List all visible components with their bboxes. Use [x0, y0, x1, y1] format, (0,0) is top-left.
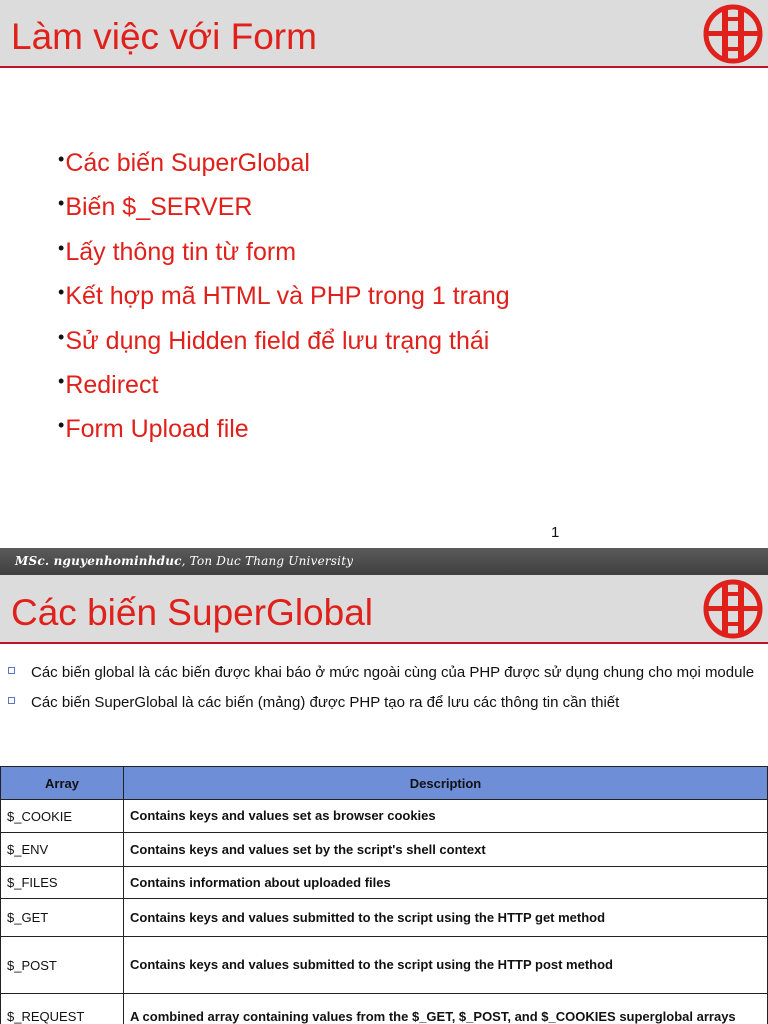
list-item: •Biến $_SERVER	[58, 193, 253, 222]
bullet-marker: •	[58, 415, 65, 436]
footer-credit	[15, 554, 353, 568]
array-cell: $_REQUEST	[1, 994, 124, 1024]
table-row	[1, 937, 768, 994]
list-item: Các biến global là các biến được khai báo ở mức ngoài cùng của PHP được sử dụng chung cho mọi module	[8, 663, 758, 683]
footer-org: , Ton Duc Thang University	[181, 554, 354, 568]
column-header-array: Array	[1, 767, 124, 800]
superglobal-table	[0, 766, 768, 1024]
list-item: Các biến SuperGlobal là các biến (mảng) được PHP tạo ra để lưu các thông tin cần thiết	[8, 693, 758, 713]
description-cell: A combined array containing values from the $_GET, $_POST, and $_COOKIES superglobal arrays	[124, 994, 768, 1024]
table-row	[1, 994, 768, 1024]
column-header-description: Description	[124, 767, 768, 800]
list-item: •Kết hợp mã HTML và PHP trong 1 trang	[58, 282, 510, 311]
topic-list	[58, 139, 510, 450]
slide-title: Các biến SuperGlobal	[11, 592, 373, 633]
array-cell: $_GET	[1, 899, 124, 937]
description-cell: Contains keys and values submitted to the script using the HTTP post method	[124, 937, 768, 994]
array-cell: $_ENV	[1, 833, 124, 867]
footer-author: MSc. nguyenhominhduc	[15, 554, 182, 568]
bullet-marker: •	[58, 282, 65, 303]
array-cell: $_COOKIE	[1, 800, 124, 833]
title-bar	[0, 0, 768, 68]
square-bullet-icon	[8, 667, 15, 674]
table-header-row	[1, 767, 768, 800]
description-cell: Contains keys and values submitted to the script using the HTTP get method	[124, 899, 768, 937]
bullet-marker: •	[58, 237, 65, 258]
bullet-marker: •	[58, 193, 65, 214]
intro-text	[8, 663, 758, 713]
slide-title: Làm việc với Form	[11, 16, 317, 57]
description-cell: Contains information about uploaded files	[124, 867, 768, 899]
table-row	[1, 899, 768, 937]
table-row	[1, 833, 768, 867]
slide-2	[0, 575, 768, 1024]
tdt-university-logo-icon	[702, 578, 764, 640]
table-row	[1, 800, 768, 833]
bullet-marker: •	[58, 371, 65, 392]
list-item: •Redirect	[58, 371, 159, 400]
list-item: •Sử dụng Hidden field để lưu trạng thái	[58, 326, 490, 355]
square-bullet-icon	[8, 697, 15, 704]
list-item: •Lấy thông tin từ form	[58, 237, 297, 266]
page-number: 1	[551, 524, 560, 541]
tdt-university-logo-icon	[702, 3, 764, 65]
slide-footer	[0, 548, 768, 575]
array-cell: $_POST	[1, 937, 124, 994]
description-cell: Contains keys and values set as browser cookies	[124, 800, 768, 833]
description-cell: Contains keys and values set by the script's shell context	[124, 833, 768, 867]
array-cell: $_FILES	[1, 867, 124, 899]
table-row	[1, 867, 768, 899]
list-item: •Form Upload file	[58, 415, 249, 444]
list-item: •Các biến SuperGlobal	[58, 149, 310, 177]
title-bar	[0, 575, 768, 644]
bullet-marker: •	[58, 326, 65, 347]
bullet-marker: •	[58, 149, 65, 169]
